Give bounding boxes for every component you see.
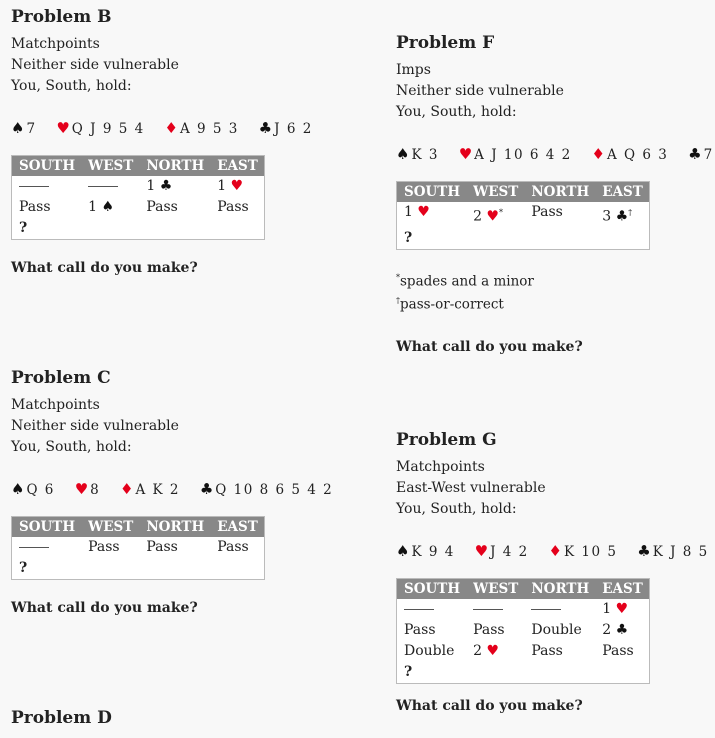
- col-north: NORTH: [139, 156, 210, 177]
- hold-label: You, South, hold:: [11, 78, 132, 94]
- col-west: WEST: [466, 579, 524, 600]
- auction-row: [397, 599, 650, 620]
- vulnerability: Neither side vulnerable: [396, 83, 564, 99]
- dash: [88, 186, 118, 187]
- auction-row: [397, 228, 650, 250]
- col-south: SOUTH: [397, 579, 467, 600]
- problem-info: [11, 395, 341, 458]
- bid: 3 ♣†: [602, 208, 633, 225]
- problem-g: [396, 429, 715, 714]
- hold-label: You, South, hold:: [11, 439, 132, 455]
- bid: Pass: [531, 643, 563, 659]
- dash: [473, 609, 503, 610]
- auction-header: [12, 517, 265, 538]
- scoring: Imps: [396, 62, 431, 78]
- spade-icon: ♠: [11, 119, 25, 137]
- hand: [11, 119, 341, 139]
- dash: [531, 609, 561, 610]
- heart-icon: ♥: [474, 542, 489, 560]
- club-icon: ♣: [159, 178, 173, 194]
- club-icon: ♣: [615, 622, 629, 638]
- col-west: WEST: [466, 182, 524, 203]
- auction-table: [396, 578, 650, 684]
- scoring: Matchpoints: [11, 36, 100, 52]
- bid: Pass: [602, 643, 634, 659]
- auction-row: [397, 641, 650, 662]
- heart-icon: ♥: [486, 643, 500, 659]
- problem-info: [396, 457, 715, 520]
- bid: Pass: [146, 539, 178, 555]
- hand-hearts: 8: [90, 482, 101, 498]
- scoring: Matchpoints: [11, 397, 100, 413]
- club-icon: ♣: [637, 542, 651, 560]
- question: What call do you make?: [11, 260, 198, 276]
- hand-hearts: J 4 2: [490, 544, 529, 560]
- bid: 1 ♥: [602, 601, 629, 617]
- diamond-icon: ♦: [120, 480, 134, 498]
- bid: 1 ♣: [146, 178, 173, 194]
- club-icon: ♣: [615, 208, 629, 225]
- hand-clubs: 7: [703, 147, 714, 163]
- bid: Pass: [88, 539, 120, 555]
- col-west: WEST: [81, 517, 139, 538]
- hand-diamonds: K 10 5: [564, 544, 618, 560]
- bid: 1 ♥: [404, 204, 430, 220]
- footnotes: [396, 268, 715, 315]
- col-east: EAST: [595, 579, 649, 600]
- bid: Pass: [19, 199, 51, 215]
- bid: Pass: [531, 204, 563, 220]
- bid: 2 ♥: [473, 643, 500, 659]
- hand-spades: K 3: [411, 147, 439, 163]
- bid: Double: [404, 643, 455, 659]
- question: What call do you make?: [11, 600, 198, 616]
- scoring: Matchpoints: [396, 459, 485, 475]
- col-south: SOUTH: [12, 156, 82, 177]
- hand-clubs: J 6 2: [274, 121, 313, 137]
- col-east: EAST: [595, 182, 649, 203]
- problem-info: [396, 60, 715, 123]
- bid: Pass: [404, 622, 436, 638]
- club-icon: ♣: [199, 480, 214, 498]
- hand-diamonds: A Q 6 3: [607, 147, 669, 163]
- col-north: NORTH: [524, 182, 595, 203]
- hand-diamonds: A 9 5 3: [179, 121, 239, 137]
- hand: [396, 542, 715, 562]
- bid: Double: [531, 622, 582, 638]
- bid: Pass: [473, 622, 505, 638]
- dash: [19, 547, 49, 548]
- diamond-icon: ♦: [591, 145, 605, 163]
- problem-info: [11, 34, 341, 97]
- hand-spades: 7: [26, 121, 37, 137]
- hand-spades: K 9 4: [411, 544, 455, 560]
- col-west: WEST: [81, 156, 139, 177]
- diamond-icon: ♦: [548, 542, 562, 560]
- auction-row: [397, 620, 650, 641]
- spade-icon: ♠: [101, 199, 115, 215]
- vulnerability: Neither side vulnerable: [11, 57, 179, 73]
- dash: [19, 186, 49, 187]
- spade-icon: ♠: [396, 542, 410, 560]
- spade-icon: ♠: [396, 145, 410, 163]
- auction-row: [12, 218, 265, 240]
- hand-diamonds: A K 2: [135, 482, 181, 498]
- problem-title: Problem C: [11, 368, 111, 388]
- heart-icon: ♥: [458, 145, 473, 163]
- auction-row: [12, 176, 265, 197]
- heart-icon: ♥: [615, 601, 629, 617]
- bid: Pass: [217, 539, 249, 555]
- problem-f: [396, 32, 715, 355]
- your-call: ?: [404, 664, 413, 680]
- bid: Pass: [217, 199, 249, 215]
- col-south: SOUTH: [12, 517, 82, 538]
- hand-clubs: Q 10 8 6 5 4 2: [215, 482, 334, 498]
- question: What call do you make?: [396, 698, 583, 714]
- question: What call do you make?: [396, 338, 583, 355]
- dash: [404, 609, 434, 610]
- your-call: ?: [404, 229, 413, 246]
- col-north: NORTH: [139, 517, 210, 538]
- problem-b: [11, 6, 341, 276]
- auction-row: [12, 197, 265, 218]
- club-icon: ♣: [688, 145, 702, 163]
- heart-icon: ♥: [56, 119, 70, 137]
- problem-title: Problem D: [11, 708, 112, 728]
- auction-table: [11, 155, 265, 240]
- hand-hearts: A J 10 6 4 2: [474, 147, 572, 163]
- problem-c: [11, 367, 341, 616]
- col-south: SOUTH: [397, 182, 467, 203]
- hand-hearts: Q J 9 5 4: [71, 121, 145, 137]
- footnote-mark: *: [499, 208, 504, 217]
- auction-table: [11, 516, 265, 580]
- heart-icon: ♥: [486, 208, 500, 225]
- problem-title: Problem G: [396, 430, 497, 450]
- hold-label: You, South, hold:: [396, 501, 517, 517]
- hand-clubs: K J 8 5: [652, 544, 709, 560]
- col-north: NORTH: [524, 579, 595, 600]
- heart-icon: ♥: [417, 204, 430, 220]
- club-icon: ♣: [258, 119, 273, 137]
- footnote-mark: †: [628, 208, 633, 217]
- auction-row: [12, 558, 265, 580]
- col-east: EAST: [210, 156, 264, 177]
- auction-header: [397, 182, 650, 203]
- problem-d: [11, 707, 341, 729]
- hand: [396, 145, 715, 165]
- bid: 1 ♠: [88, 199, 115, 215]
- auction-header: [12, 156, 265, 177]
- spade-icon: ♠: [11, 480, 25, 498]
- your-call: ?: [19, 560, 28, 576]
- heart-icon: ♥: [230, 178, 244, 194]
- diamond-icon: ♦: [164, 119, 178, 137]
- problem-title: Problem F: [396, 33, 495, 53]
- hold-label: You, South, hold:: [396, 104, 517, 120]
- auction-row: [12, 537, 265, 558]
- bid: 2 ♥*: [473, 208, 504, 225]
- bid: 2 ♣: [602, 622, 629, 638]
- vulnerability: Neither side vulnerable: [11, 418, 179, 434]
- hand: [11, 480, 341, 500]
- col-east: EAST: [210, 517, 264, 538]
- your-call: ?: [19, 220, 28, 236]
- auction-row: [397, 662, 650, 684]
- heart-icon: ♥: [74, 480, 89, 498]
- auction-header: [397, 579, 650, 600]
- auction-table: [396, 181, 650, 250]
- bid: Pass: [146, 199, 178, 215]
- bid: 1 ♥: [217, 178, 244, 194]
- auction-row: [397, 202, 650, 228]
- footnote: †pass-or-correct: [396, 296, 504, 313]
- footnote: *spades and a minor: [396, 272, 534, 290]
- hand-spades: Q 6: [26, 482, 55, 498]
- vulnerability: East-West vulnerable: [396, 480, 546, 496]
- problem-title: Problem B: [11, 7, 112, 27]
